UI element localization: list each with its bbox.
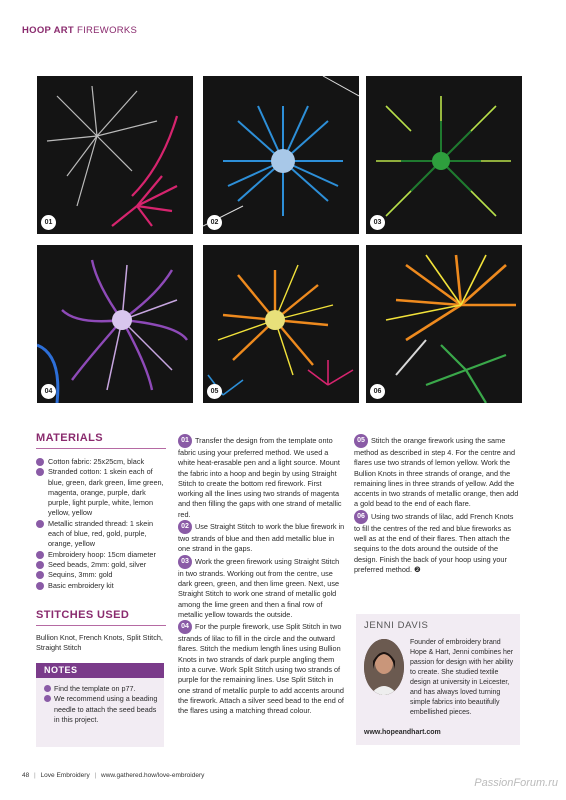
- orange-firework-illustration: [203, 245, 359, 403]
- page-header: [22, 25, 137, 36]
- bullet-icon: [44, 685, 51, 692]
- bullet-icon: [36, 458, 44, 466]
- steps-column-right: [354, 434, 520, 575]
- notes-title: NOTES: [36, 663, 164, 678]
- bullet-icon: [36, 468, 44, 476]
- list-item: Embroidery hoop: 15cm diameter: [36, 550, 166, 560]
- step-photo-03: [366, 76, 522, 234]
- step-badge: 06: [370, 384, 385, 399]
- red-firework-illustration: [37, 76, 193, 234]
- magazine-name: Love Embroidery: [40, 772, 90, 779]
- page-footer: 48 | Love Embroidery | www.gathered.how/love-embroidery: [22, 772, 205, 779]
- purple-firework-illustration: [37, 245, 193, 403]
- step-03: 03 Work the green firework using Straight Stitch in two strands. Working out from the centre, use dark green, green, and then lime green. Next, use Straight Stitch to work one strand of metallic gold among the lime green and then a final row of metallic yellow towards the outside.: [178, 556, 340, 619]
- bullet-icon: [36, 571, 44, 579]
- stitches-text: Bullion Knot, French Knots, Split Stitch, Straight Stitch: [36, 633, 163, 653]
- topic-label: FIREWORKS: [76, 25, 138, 36]
- bullet-icon: [36, 551, 44, 559]
- notes-box: [36, 663, 164, 747]
- designer-bio-text: Founder of embroidery brand Hope & Hart, Jenni combines her passion for design with her ability to create. She studied textile design at university in Leicester, and has always loved turning simple fabrics into beautifully embellished pieces. www.hopeandhart.com: [364, 639, 514, 736]
- step-number: 06: [354, 510, 368, 524]
- step-04: 04 For the purple firework, use Split Stitch in two strands of lilac to fill in the circle and the outward flares. Stitch the medium length lines using Bullion Knots in two strands of dark purple angling them into a curve. Work Split Stitch using two strands of purple for the remaining lines. Use Split Stitch in one strand of metallic purple to add accents around the firework. Attach a silver seed bead to the end of the flares using a matching thread colour.: [178, 622, 344, 716]
- list-item: Seed beads, 2mm: gold, silver: [36, 560, 166, 570]
- step-06: 06 Using two strands of lilac, add French Knots to fill the centres of the red and blue fireworks as well as at the end of their flares. Then attach the sequins to the dots around the outside of the design. Finish the back of your hoop using your preferred method. ❷: [354, 511, 514, 574]
- list-item: Stranded cotton: 1 skein each of blue, green, dark green, lime green, magenta, orange, purple, dark purple, light purple, white, lemon yellow, yellow: [36, 467, 166, 518]
- step-photo-06: [366, 245, 522, 403]
- step-02: 02 Use Straight Stitch to work the blue firework in two strands of blue and then add metallic blue in one strand in the gaps.: [178, 522, 345, 554]
- magazine-url[interactable]: www.gathered.how/love-embroidery: [101, 772, 205, 779]
- step-number: 01: [178, 434, 192, 448]
- designer-name: JENNI DAVIS: [364, 620, 429, 631]
- step-photo-02: [203, 76, 359, 234]
- section-label: HOOP ART: [22, 25, 75, 36]
- green-firework-illustration: [366, 76, 522, 234]
- bullet-icon: [36, 520, 44, 528]
- step-photo-05: [203, 245, 359, 403]
- steps-column-middle: [178, 434, 346, 717]
- step-number: 05: [354, 434, 368, 448]
- step-number: 03: [178, 555, 192, 569]
- designer-website-link[interactable]: www.hopeandhart.com: [364, 729, 441, 736]
- step-badge: 03: [370, 215, 385, 230]
- list-item: We recommend using a beading needle to attach the seed beads in this project.: [44, 694, 160, 725]
- step-number: 04: [178, 620, 192, 634]
- list-item: Find the template on p77.: [44, 684, 160, 694]
- watermark: PassionForum.ru: [474, 777, 558, 789]
- list-item: Cotton fabric: 25x25cm, black: [36, 457, 166, 467]
- list-item: Basic embroidery kit: [36, 581, 166, 591]
- step-badge: 01: [41, 215, 56, 230]
- stitches-rule: [36, 625, 166, 626]
- bullet-icon: [44, 695, 51, 702]
- page-number: 48: [22, 772, 30, 779]
- step-05: 05 Stitch the orange firework using the same method as described in step 4. For the centre and flares use two strands of lemon yellow. Work the Bullion Knots in three strands of orange, and the remaining lines in three strands of yellow. Add the accents in two strands of metallic orange, then add a gold bead to the end of each flare.: [354, 435, 519, 509]
- step-number: 02: [178, 520, 192, 534]
- materials-rule: [36, 448, 166, 449]
- step-photo-04: [37, 245, 193, 403]
- stitches-title: STITCHES USED: [36, 609, 130, 621]
- step-badge: 05: [207, 384, 222, 399]
- materials-title: MATERIALS: [36, 432, 103, 444]
- bullet-icon: [36, 561, 44, 569]
- multicolor-firework-illustration: [366, 245, 522, 403]
- step-badge: 02: [207, 215, 222, 230]
- materials-list: [36, 457, 166, 591]
- blue-firework-illustration: [203, 76, 359, 234]
- bullet-icon: [36, 582, 44, 590]
- notes-list: [44, 684, 160, 725]
- step-badge: 04: [41, 384, 56, 399]
- list-item: Metallic stranded thread: 1 skein each of blue, red, gold, purple, orange, yellow: [36, 519, 166, 550]
- step-photo-01: [37, 76, 193, 234]
- designer-bio-box: [356, 614, 520, 745]
- step-01: 01 Transfer the design from the template onto fabric using your preferred method. We used a white heat-erasable pen and a light source. Mount the fabric into a hoop and begin by using Straight Stitch to create the bottom red firework. First working all the lines using two strands of magenta and then filling the gaps with one strand of metallic red.: [178, 435, 342, 519]
- list-item: Sequins, 3mm: gold: [36, 570, 166, 580]
